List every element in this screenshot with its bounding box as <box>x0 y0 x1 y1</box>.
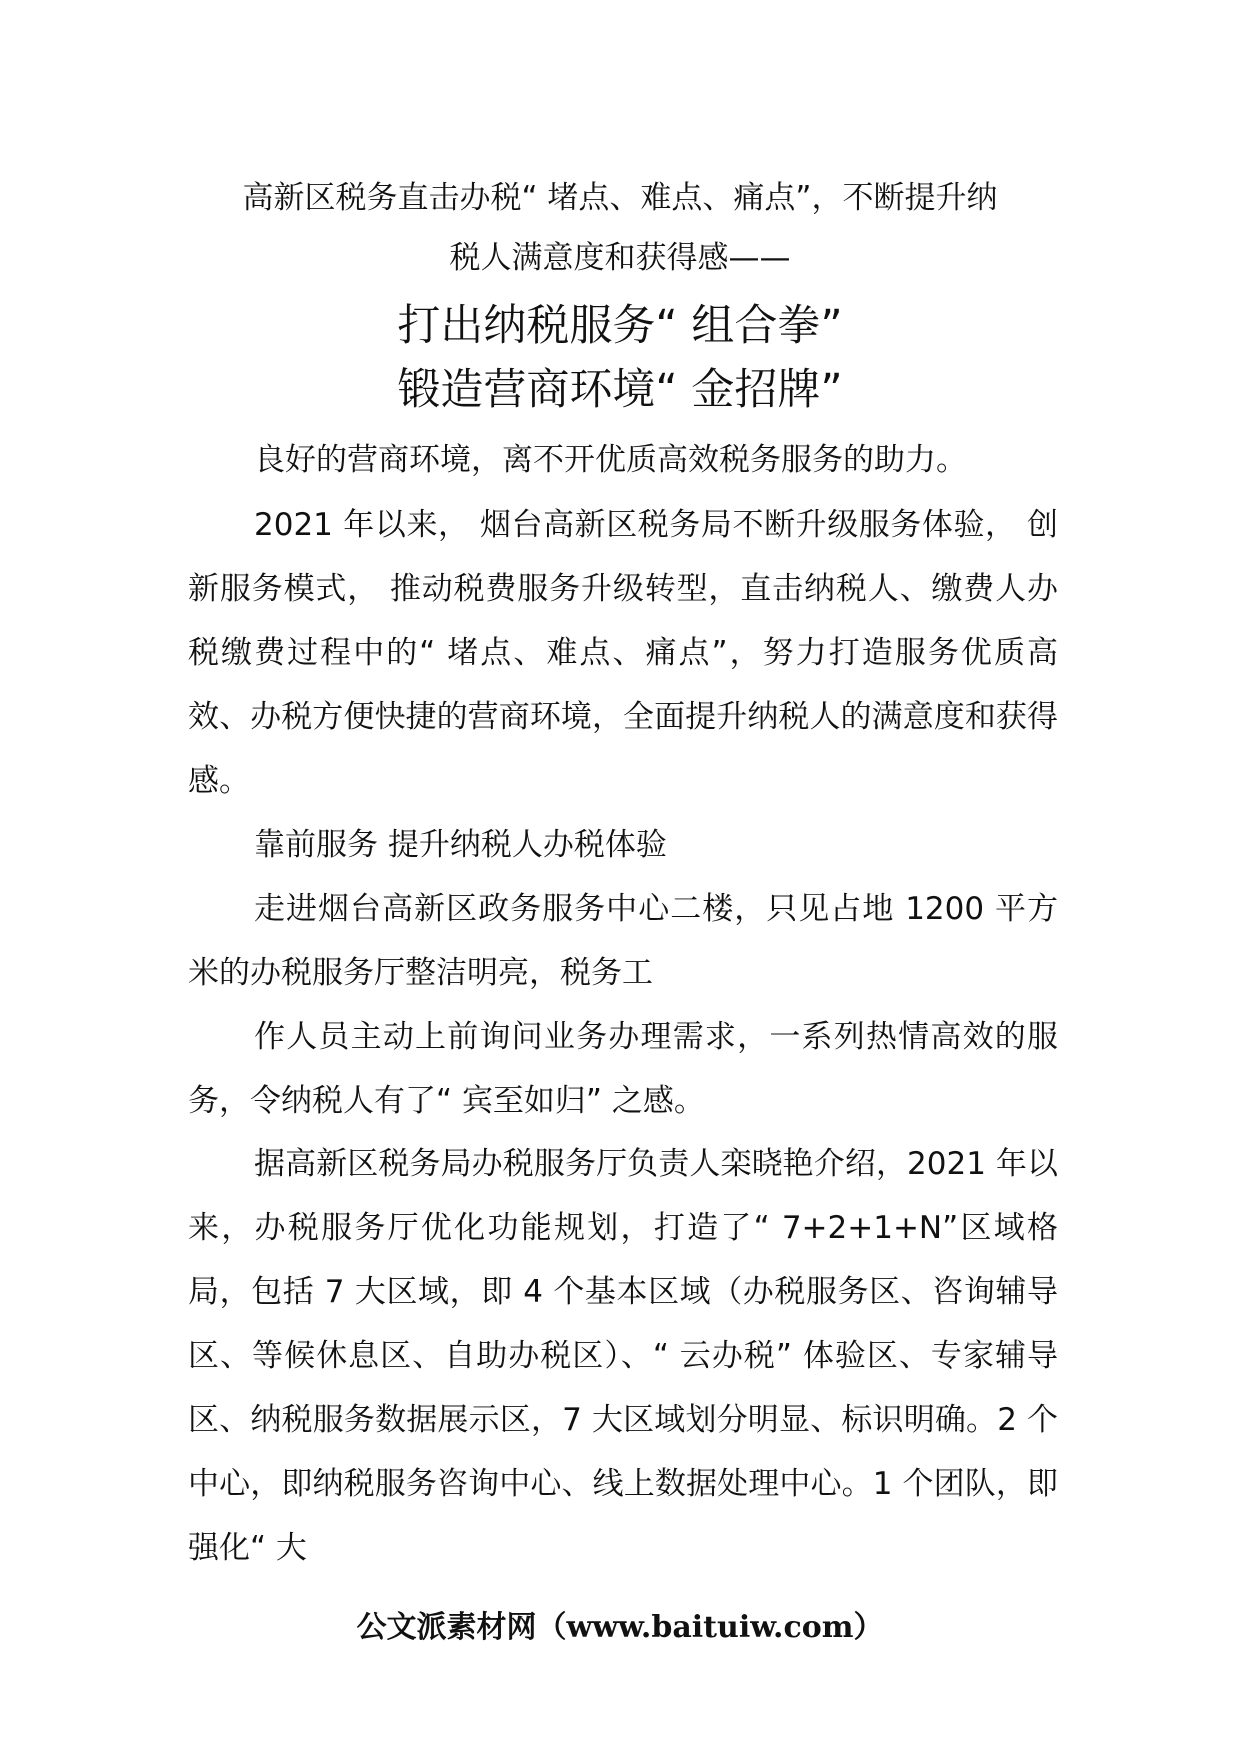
paragraph-intro: 良好的营商环境，离不开优质高效税务服务的助力。 <box>254 442 967 478</box>
headline-line-2: 锻造营商环境“ 金招牌” <box>397 365 843 415</box>
footer-watermark: 公文派素材网（www.baituiw.com） <box>356 1610 884 1645</box>
paragraph-staff: 作人员主动上前询问业务办理需求，一系列热情高效的服务，令纳税人有了“ 宾至如归” 之感。 <box>188 1019 1058 1119</box>
paragraph-layout: 据高新区税务局办税服务厅负责人栾晓艳介绍，2021 年以来，办税服务厅优化功能规划，打造了“ 7+2+1+N”区域格局，包括 7 大区域，即 4 个基本区域（办税服务区、咨询辅导区、等候休息区、自助办税区）、“ 云办税” 体验区、专家辅导区、纳税服务数据展示区，7 大区域划分明显、标识明确。2 个中心，即纳税服务咨询中心、线上数据处理中心。1 个团队，即强化“ 大 <box>188 1146 1058 1566</box>
subtitle-line-2: 税人满意度和获得感—— <box>449 240 791 276</box>
paragraph-overview: 2021 年以来， 烟台高新区税务局不断升级服务体验， 创新服务模式， 推动税费服务升级转型，直击纳税人、缴费人办税缴费过程中的“ 堵点、难点、痛点”，努力打造服务优质高效、办税方便快捷的营商环境，全面提升纳税人的满意度和获得感。 <box>188 507 1058 799</box>
section-heading: 靠前服务 提升纳税人办税体验 <box>254 827 667 863</box>
subtitle-line-1: 高新区税务直击办税“ 堵点、难点、痛点”，不断提升纳 <box>242 180 998 216</box>
headline-line-1: 打出纳税服务“ 组合拳” <box>397 301 843 351</box>
paragraph-service-hall: 走进烟台高新区政务服务中心二楼，只见占地 1200 平方米的办税服务厅整洁明亮，税务工 <box>188 891 1058 991</box>
